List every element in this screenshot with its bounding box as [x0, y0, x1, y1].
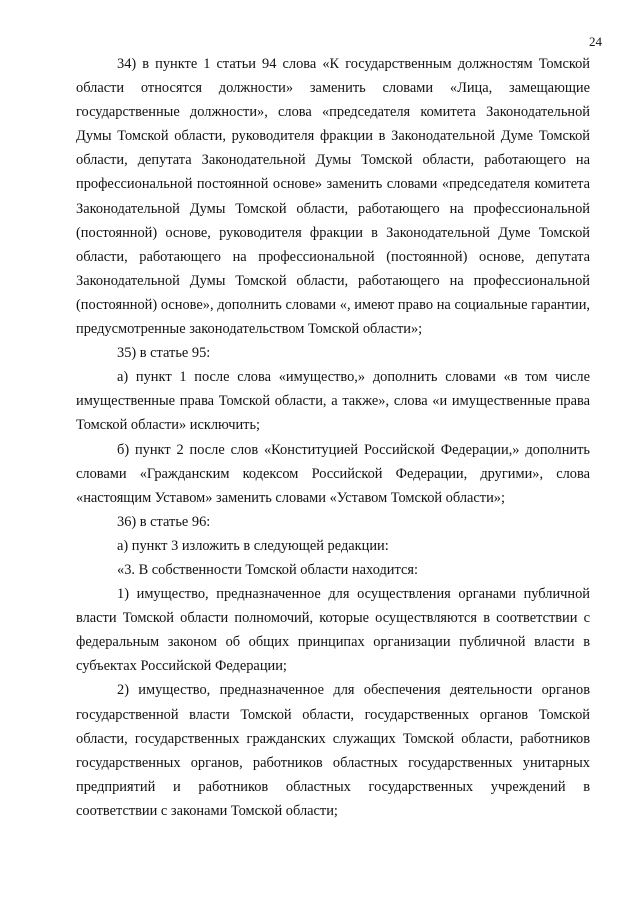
- paragraph-35a-point-1: а) пункт 1 после слова «имущество,» дополнить словами «в том числе имущественные права Томской области, а также», слова «и имущественные права Томской области» исключить;: [76, 369, 590, 434]
- page-number: 24: [589, 34, 602, 49]
- paragraph-34-article-94: 34) в пункте 1 статьи 94 слова «К государственным должностям Томской области относятся должности» заменить словами «Лица, замещающие государственные должности», слова «председателя комитета Законодательной Думы Томской области, руководителя фракции в Законодательной Думе Томской области, депутата Законодательной Думы Томской области, работающего на профессиональной постоянной основе» заменить словами «председателя комитета Законодательной Думы Томской области, работающего на профессиональной (постоянной) основе, руководителя фракции в Законодательной Думе Томской области, работающего на профессиональной (постоянной) основе, депутата Законодательной Думы Томской области, работающего на профессиональной (постоянной) основе», дополнить словами «, имеют право на социальные гарантии, предусмотренные законодательством Томской области»;: [76, 56, 590, 338]
- paragraph-36a-point-3: а) пункт 3 изложить в следующей редакции:: [117, 537, 389, 554]
- paragraph-item-2: 2) имущество, предназначенное для обеспечения деятельности органов государственной власти Томской области, государственных органов Томской области, государственных гражданских служащих Томской области, работников государственных органов, работников областных государственных унитарных предприятий и работников областных государственных учреждений в соответствии с законами Томской области;: [76, 682, 590, 819]
- document-body: [76, 52, 590, 823]
- paragraph-35-article-95: 35) в статье 95:: [117, 345, 211, 362]
- paragraph-point-3-heading: «3. В собственности Томской области находится:: [117, 561, 418, 578]
- paragraph-35b-point-2: б) пункт 2 после слов «Конституцией Российской Федерации,» дополнить словами «Гражданским кодексом Российской Федерации, другими», слова «настоящим Уставом» заменить словами «Уставом Томской области»;: [76, 441, 590, 506]
- paragraph-item-1: 1) имущество, предназначенное для осуществления органами публичной власти Томской области полномочий, которые осуществляются в соответствии с федеральным законом об общих принципах организации публичной власти в субъектах Российской Федерации;: [76, 586, 590, 675]
- paragraph-36-article-96: 36) в статье 96:: [117, 513, 211, 530]
